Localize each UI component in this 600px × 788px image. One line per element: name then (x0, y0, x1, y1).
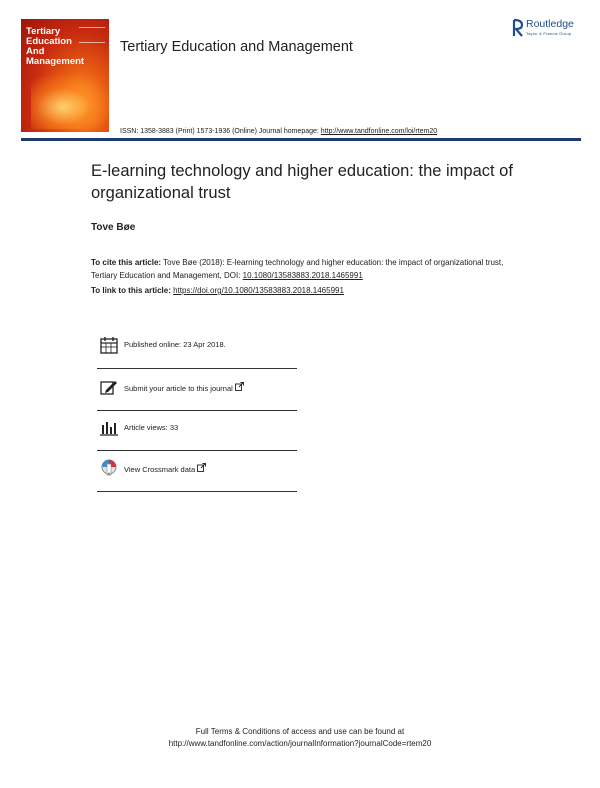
cover-title-line: Education (26, 36, 72, 47)
journal-title: Tertiary Education and Management (120, 39, 353, 55)
cover-title (26, 27, 84, 67)
publisher-logo (512, 18, 590, 40)
external-link-icon (197, 463, 206, 472)
journal-homepage-link[interactable]: http://www.tandfonline.com/loi/rtem20 (320, 128, 438, 135)
published-date: Published online: 23 Apr 2018. (124, 340, 226, 349)
publisher-subtitle: Taylor & Francis Group (526, 31, 572, 36)
external-link-icon (235, 382, 244, 391)
crossmark-text[interactable]: View Crossmark data (124, 465, 196, 474)
submit-article-text[interactable]: Submit your article to this journal (124, 384, 233, 393)
header-divider (21, 138, 581, 141)
crossmark-icon (100, 459, 118, 477)
link-label: To link to this article: (91, 286, 174, 295)
edit-icon (100, 378, 118, 396)
footer-terms-url[interactable]: http://www.tandfonline.com/action/journalInformation?journalCode=rtem20 (168, 739, 432, 748)
cover-detail (79, 27, 105, 43)
divider (97, 410, 297, 411)
issn-line (120, 128, 437, 135)
calendar-icon (100, 336, 118, 354)
citation-doi-link[interactable]: 10.1080/13583883.2018.1465991 (242, 271, 363, 280)
cover-title-line: And (26, 46, 45, 57)
article-title: E-learning technology and higher education: the impact of organizational trust (91, 162, 513, 202)
article-doi-link[interactable]: https://doi.org/10.1080/13583883.2018.1465991 (173, 286, 344, 295)
journal-cover-image (21, 19, 109, 132)
citation-block (91, 256, 511, 282)
views-row (97, 419, 297, 457)
crossmark-link[interactable] (124, 463, 206, 474)
footer (0, 726, 600, 750)
cover-title-line: Tertiary (26, 26, 61, 37)
article-views: Article views: 33 (124, 423, 179, 432)
routledge-logo-icon (512, 18, 524, 38)
citation-label: To cite this article: (91, 258, 162, 267)
submit-article-link[interactable] (124, 382, 244, 393)
cover-title-line: Management (26, 56, 85, 67)
issn-text: ISSN: 1358-3883 (Print) 1573-1936 (Online) Journal homepage: (120, 128, 321, 135)
divider (97, 491, 297, 492)
footer-terms-text: Full Terms & Conditions of access and use can be found at (195, 727, 405, 736)
article-author: Tove Bøe (91, 222, 136, 233)
divider (97, 368, 297, 369)
article-link-block (91, 286, 344, 295)
citation-text: Tove Bøe (2018): E-learning technology and higher education: the impact of organizational trust, Tertiary Education and Management, DOI: (91, 258, 504, 280)
bar-chart-icon (100, 419, 118, 437)
publisher-name: Routledge (526, 18, 574, 30)
cover-flame-graphic (31, 74, 109, 129)
divider (97, 450, 297, 451)
